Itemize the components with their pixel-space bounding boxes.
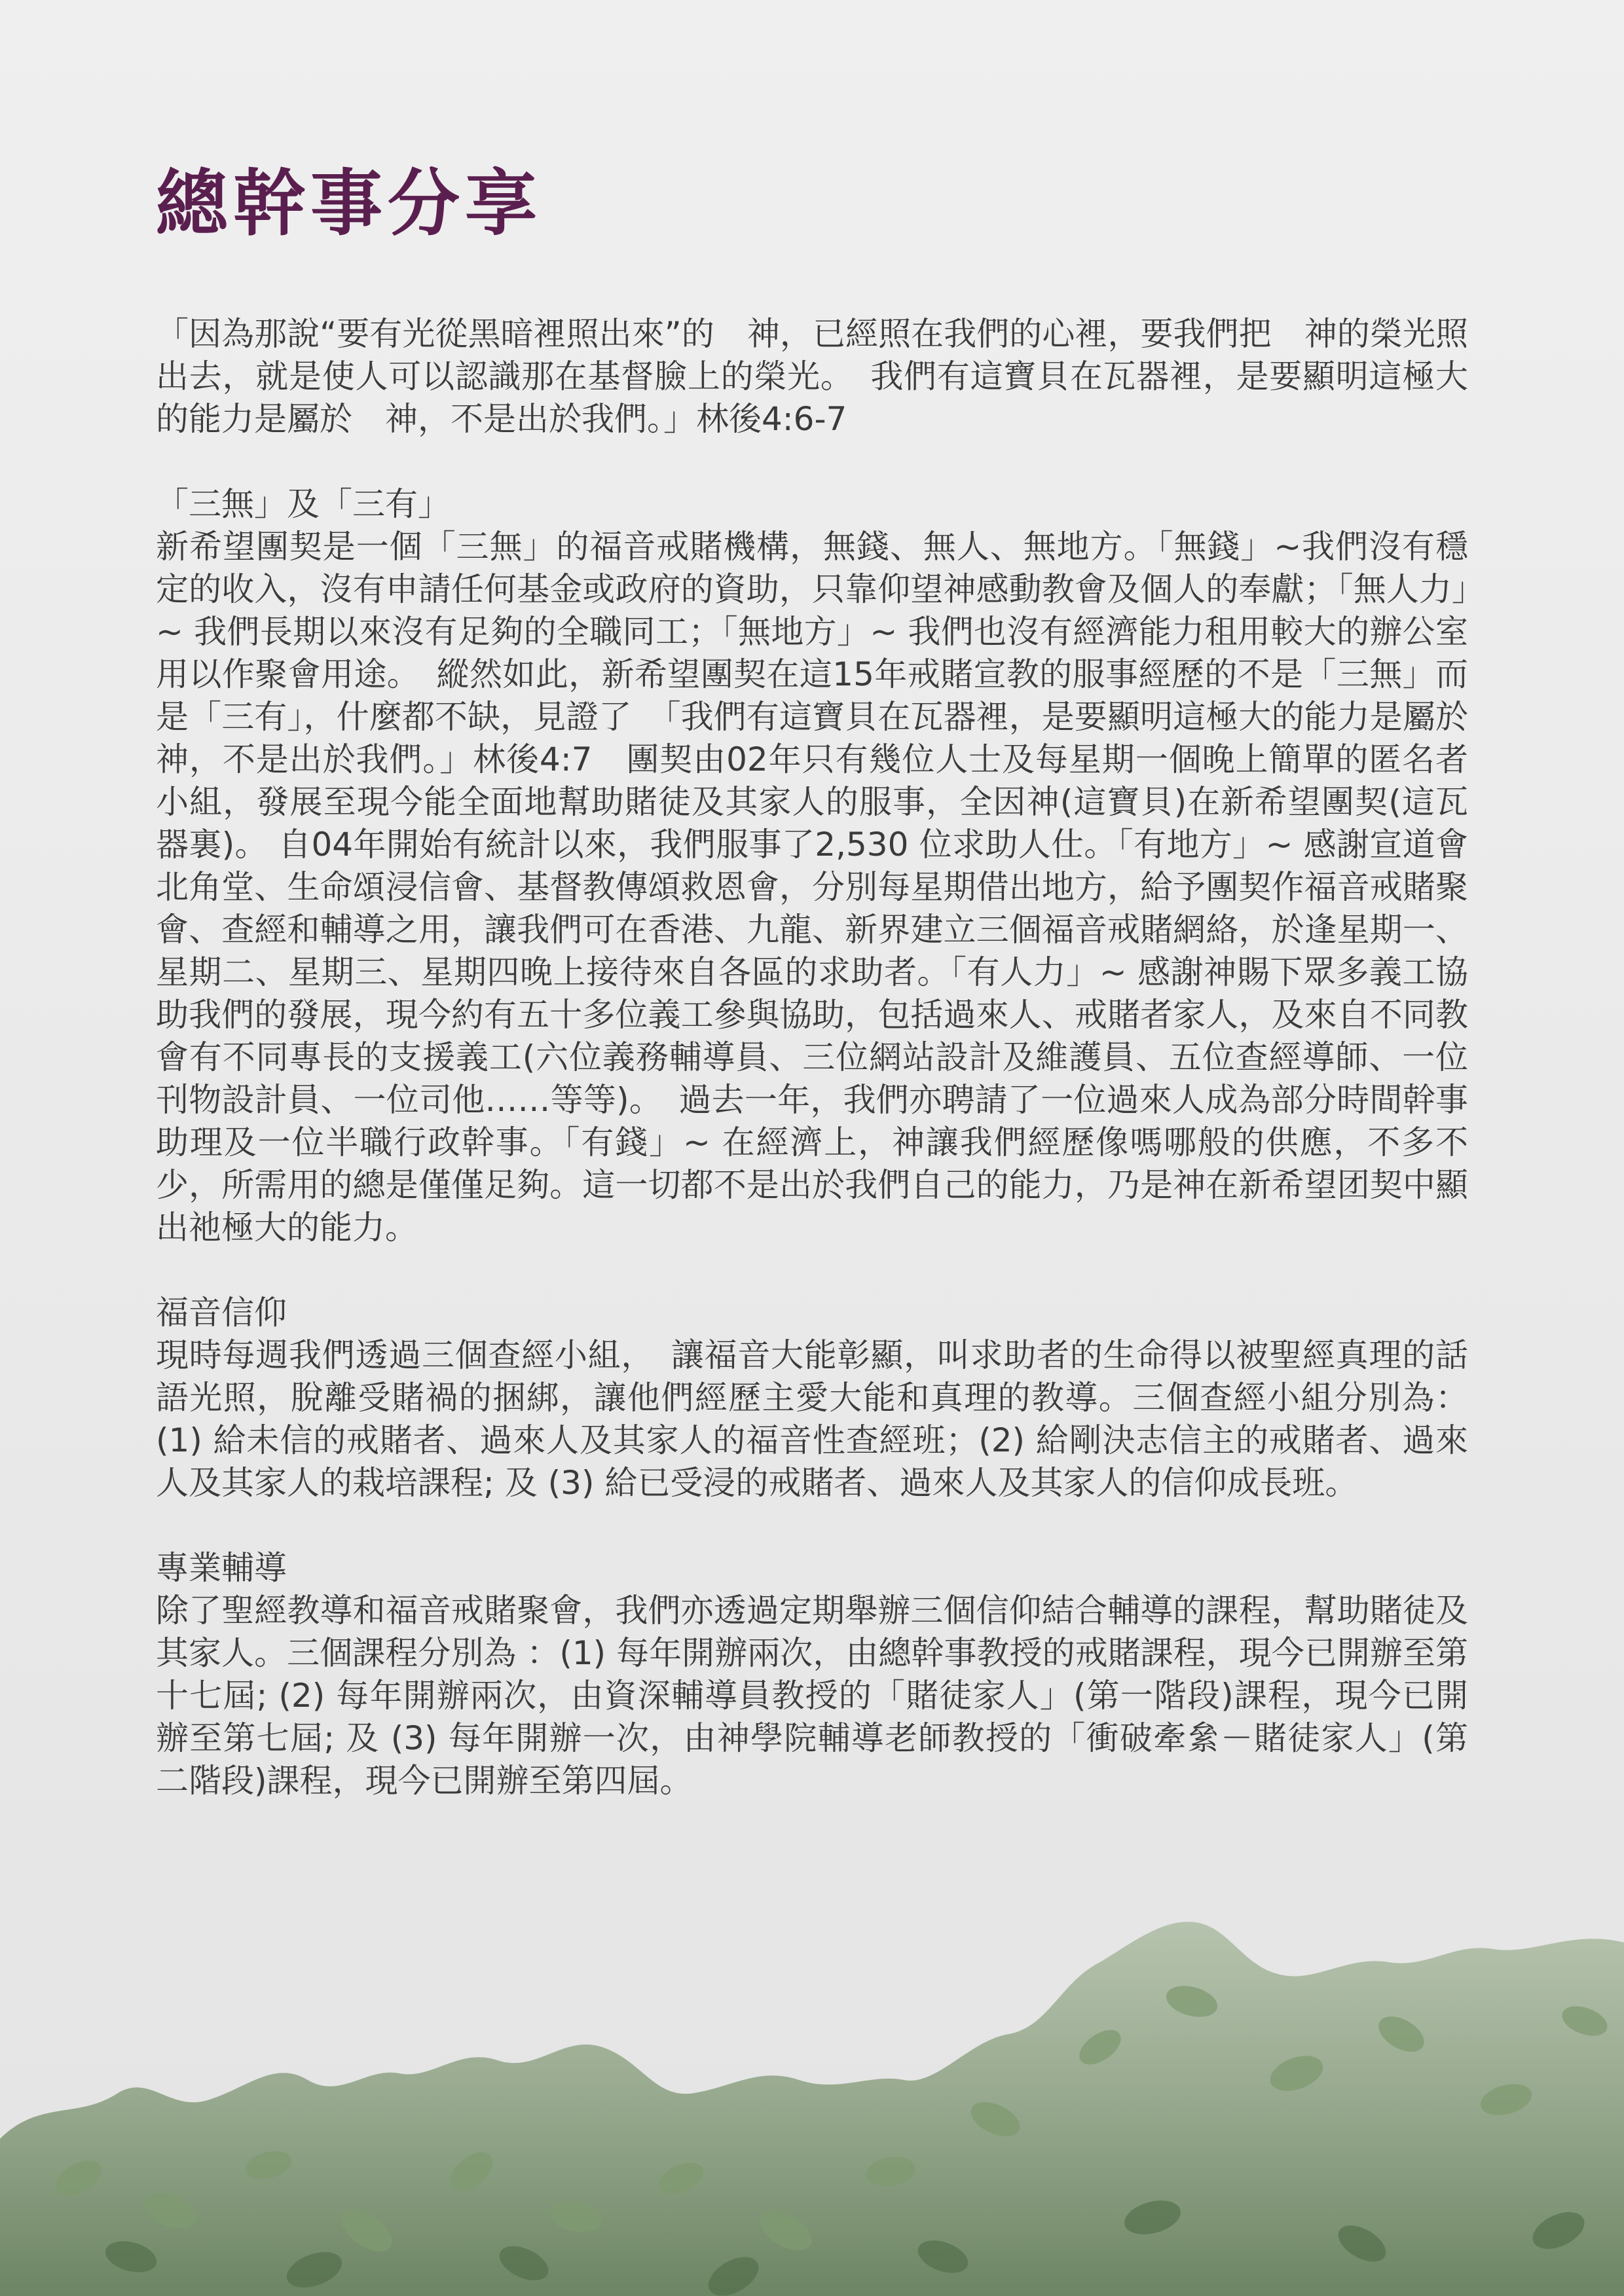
verse-paragraph: 「因為那說“要有光從黑暗裡照出來”的 神，已經照在我們的心裡，要我們把 神的榮光照出去，就是使人可以認識那在基督臉上的榮光。 我們有這寶貝在瓦器裡，是要顯明這極大的能力是屬於 神，不是出於我們。」林後4:6-7 bbox=[156, 315, 1468, 438]
section-body-professional-counselling: 除了聖經教導和福音戒賭聚會，我們亦透過定期舉辦三個信仰結合輔導的課程，幫助賭徒及其家人。三個課程分別為 ：(1) 每年開辦兩次，由總幹事教授的戒賭課程，現今已開辦至第十七屆; (2) 每年開辦兩次，由資深輔導員教授的「賭徒家人」(第一階段)課程，現今已開辦至第七屆; 及 (3) 每年開辦一次，由神學院輔導老師教授的「衝破牽絫－賭徒家人」(第二階段)課程，現今已開辦至第四屆。 bbox=[156, 1592, 1468, 1800]
section-heading-three-nos: 「三無」及「三有」 bbox=[156, 485, 451, 523]
article-body bbox=[156, 313, 1501, 1802]
page-title: 總幹事分享 bbox=[156, 161, 542, 246]
section-heading-professional-counselling: 專業輔導 bbox=[156, 1549, 287, 1587]
section-body-three-nos: 新希望團契是一個「三無」的福音戒賭機構，無錢、無人、無地方。「無錢」~我們沒有穩定的收入，沒有申請任何基金或政府的資助，只靠仰望神感動教會及個人的奉獻；「無人力」~ 我們長期以來沒有足夠的全職同工；「無地方」~ 我們也沒有經濟能力租用較大的辦公室用以作聚會用途。 縱然如此，新希望團契在這15年戒賭宣教的服事經歷的不是「三無」而是「三有」，什麼都不缺，見證了 「我們有這寶貝在瓦器裡，是要顯明這極大的能力是屬於 神，不是出於我們。」林後4:7 團契由02年只有幾位人士及每星期一個晚上簡單的匿名者小組，發展至現今能全面地幫助賭徒及其家人的服事，全因神(這寶貝)在新希望團契(這瓦器裏)。 自04年開始有統計以來，我們服事了2,530 位求助人仕。「有地方」~ 感謝宣道會北角堂、生命頌浸信會、基督教傳頌救恩會，分別每星期借出地方，給予團契作福音戒賭聚會、查經和輔導之用，讓我們可在香港、九龍、新界建立三個福音戒賭網絡，於逢星期一、星期二、星期三、星期四晚上接待來自各區的求助者。「有人力」~ 感謝神賜下眾多義工協助我們的發展，現今約有五十多位義工參與協助，包括過來人、戒賭者家人，及來自不同教會有不同專長的支援義工(六位義務輔導員、三位網站設計及維護員、五位查經導師、一位刊物設計員、一位司他……等等)。 過去一年，我們亦聘請了一位過來人成為部分時間幹事助理及一位半職行政幹事。「有錢」~ 在經濟上，神讓我們經歷像嗎哪般的供應，不多不少，所需用的總是僅僅足夠。這一切都不是出於我們自己的能力，乃是神在新希望团契中顯出祂極大的能力。 bbox=[156, 528, 1501, 1247]
foliage-silhouette bbox=[0, 1922, 1624, 2296]
foliage-illustration bbox=[0, 1903, 1624, 2296]
paragraph-spacer bbox=[156, 441, 1468, 483]
section-heading-gospel-faith: 福音信仰 bbox=[156, 1294, 287, 1332]
section-body-gospel-faith: 現時每週我們透過三個查經小組， 讓福音大能彰顯，叫求助者的生命得以被聖經真理的話語光照，脫離受賭禍的捆綁，讓他們經歷主愛大能和真理的教導。三個查經小組分別為：(1) 給未信的戒賭者、過來人及其家人的福音性查經班；(2) 給剛決志信主的戒賭者、過來人及其家人的栽培課程; 及 (3) 給已受浸的戒賭者、過來人及其家人的信仰成長班。 bbox=[156, 1336, 1468, 1502]
paragraph-spacer bbox=[156, 1504, 1468, 1547]
paragraph-spacer bbox=[156, 1249, 1468, 1292]
